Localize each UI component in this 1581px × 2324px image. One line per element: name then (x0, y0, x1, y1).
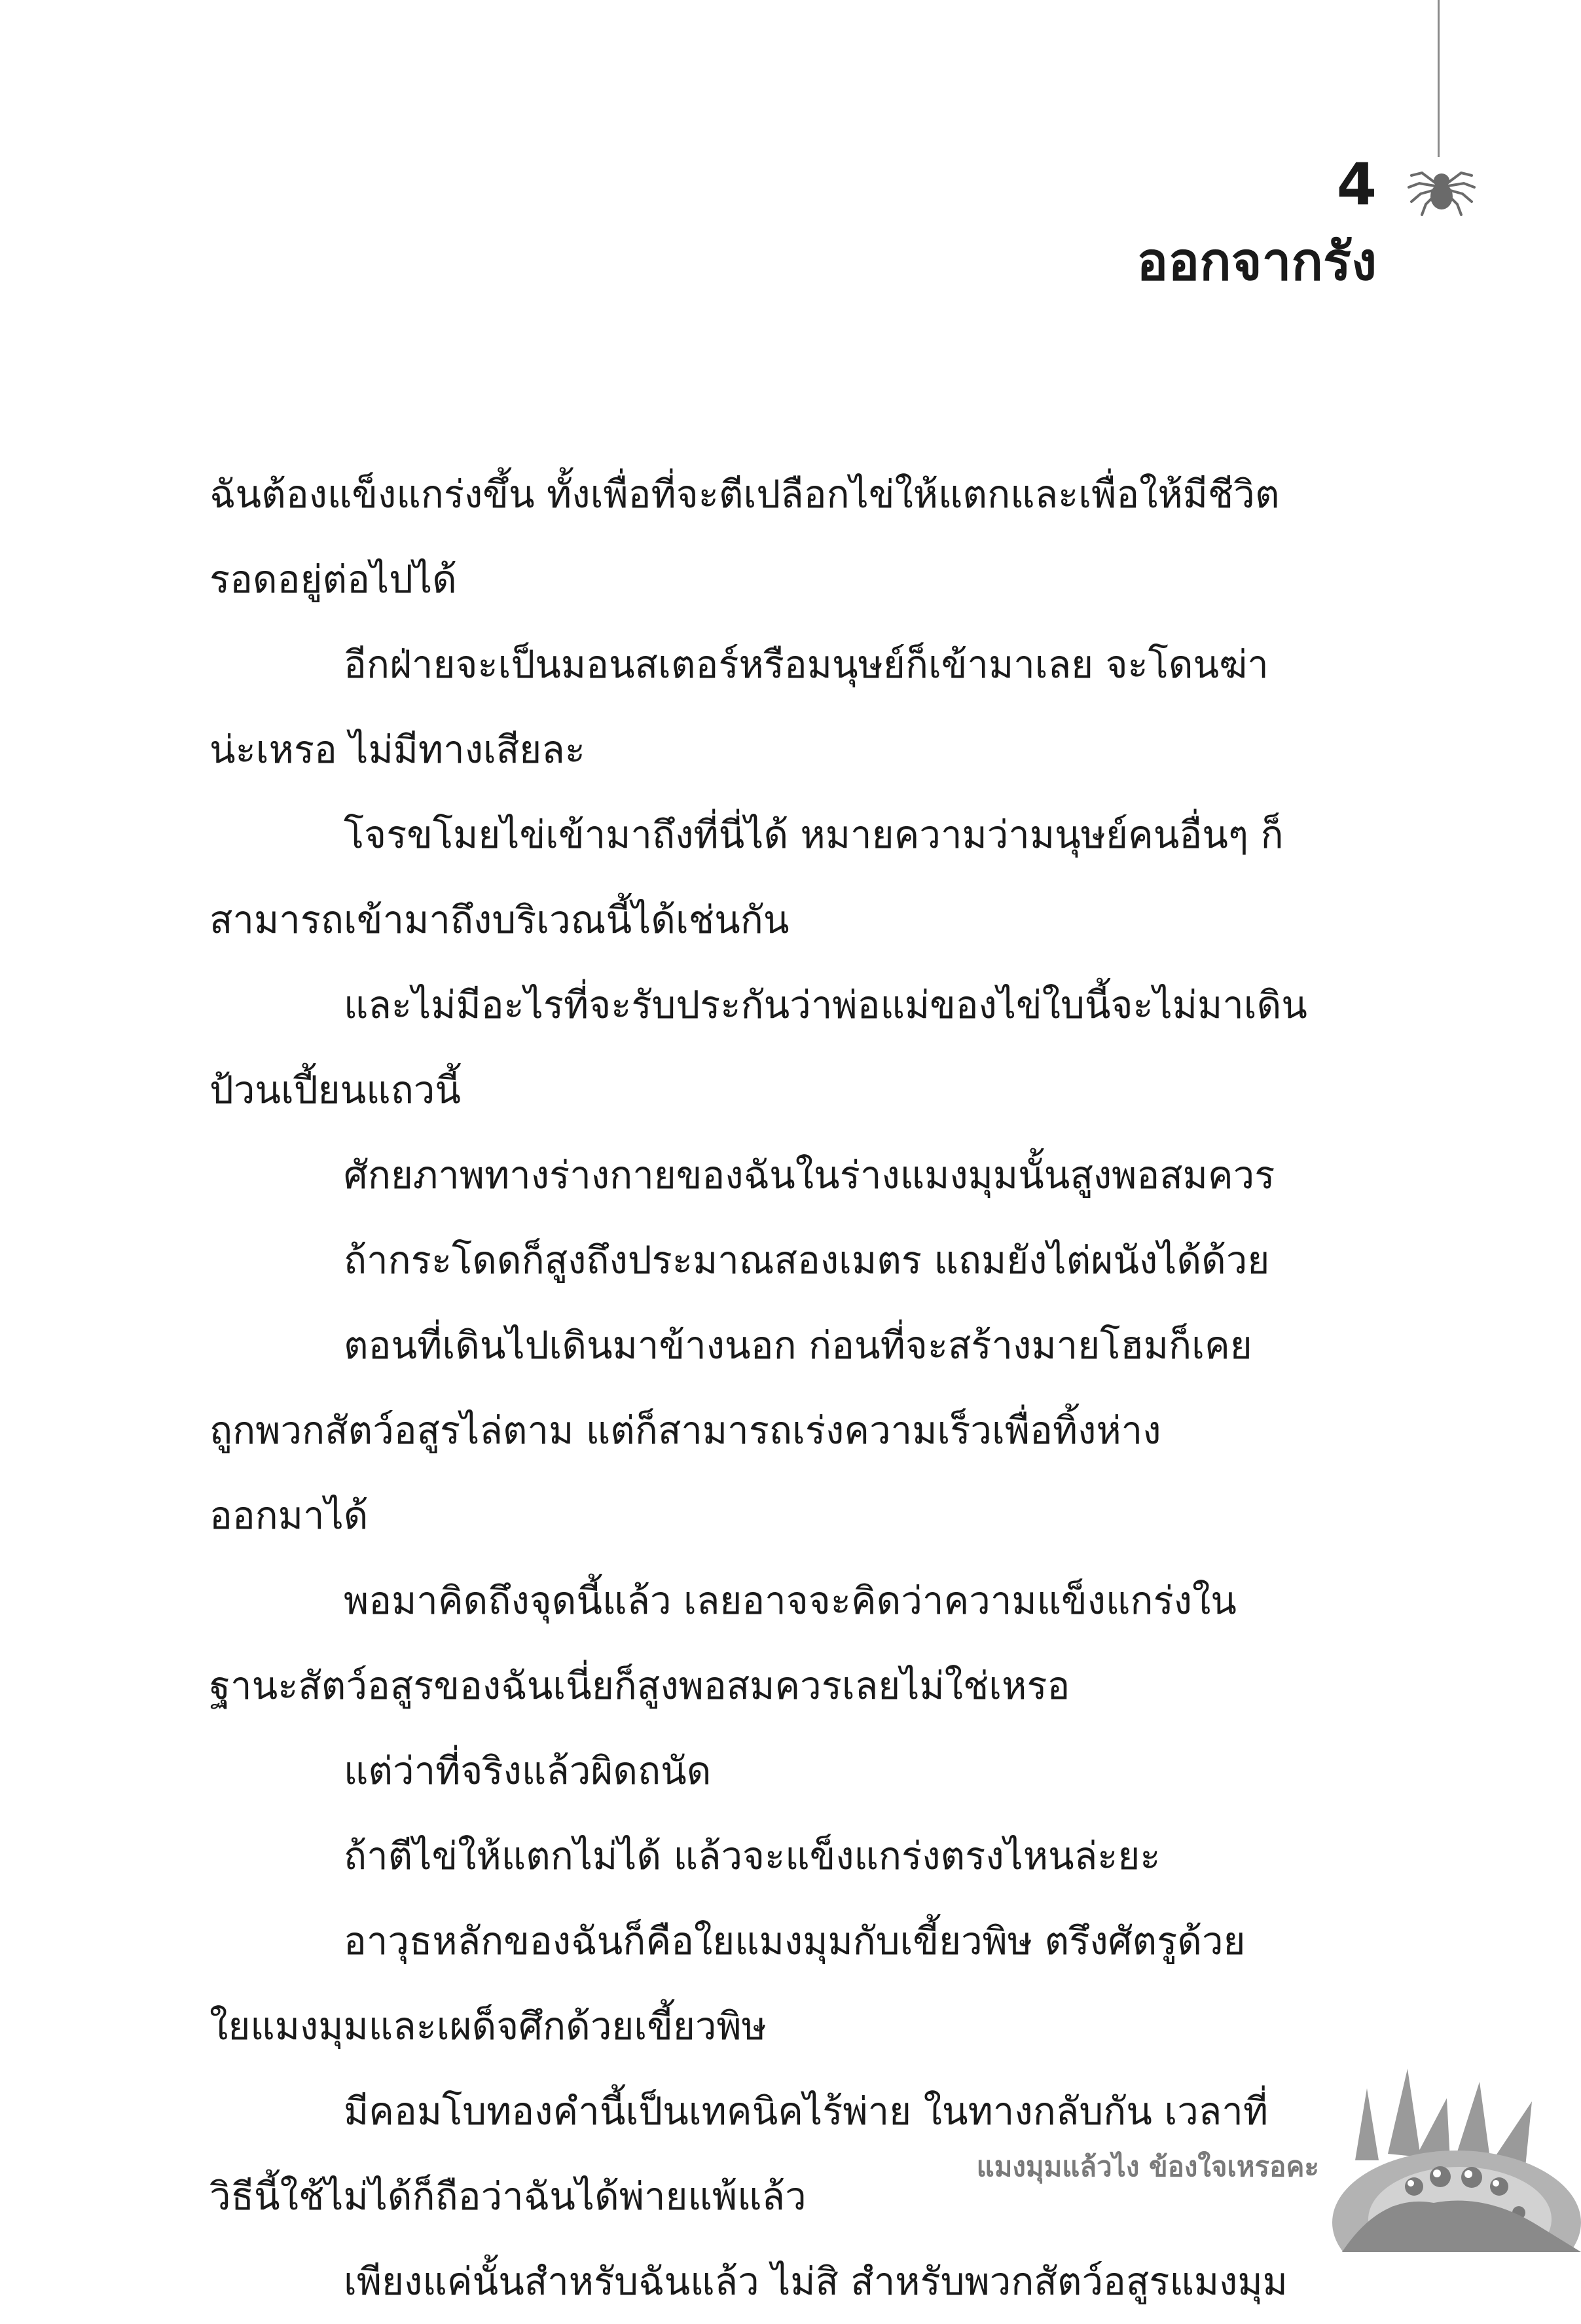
paragraph-line: ถ้ากระโดดก็สูงถึงประมาณสองเมตร แถมยังไต่ผนังได้ด้วย (344, 1238, 1270, 1282)
body-text (209, 452, 1375, 2324)
spider-mascot-illustration (1316, 2062, 1581, 2252)
chapter-number: 4 (1336, 151, 1377, 218)
paragraph-line: และไม่มีอะไรที่จะรับประกันว่าพ่อแม่ของไข่ใบนี้จะไม่มาเดิน (344, 983, 1307, 1027)
paragraph-line: เพียงแค่นั้นสำหรับฉันแล้ว ไม่สิ สำหรับพวกสัตว์อสูรแมงมุม (344, 2259, 1288, 2304)
paragraph-line: แต่ว่าที่จริงแล้วผิดถนัด (344, 1749, 712, 1793)
footer-book-title: แมงมุมแล้วไง ข้องใจเหรอคะ (976, 2151, 1319, 2183)
paragraph-line: อาวุธหลักของฉันก็คือใยแมงมุมกับเขี้ยวพิษ ตรึงศัตรูด้วย (344, 1919, 1246, 1963)
paragraph-line: พอมาคิดถึงจุดนี้แล้ว เลยอาจจะคิดว่าความแข็งแกร่งใน (344, 1578, 1237, 1623)
paragraph-line: ใยแมงมุมและเผด็จศึกด้วยเขี้ยวพิษ (209, 2004, 767, 2048)
paragraph-line: น่ะเหรอ ไม่มีทางเสียละ (209, 727, 585, 772)
paragraph-line: ฉันต้องแข็งแกร่งขึ้น ทั้งเพื่อที่จะตีเปลือกไข่ให้แตกและเพื่อให้มีชีวิต (209, 472, 1280, 517)
paragraph-line: วิธีนี้ใช้ไม่ได้ก็ถือว่าฉันได้พ่ายแพ้แล้ว (209, 2174, 807, 2219)
paragraph-line: ตอนที่เดินไปเดินมาข้างนอก ก่อนที่จะสร้างมายโฮมก็เคย (344, 1323, 1252, 1368)
spider-thread (1438, 0, 1440, 157)
spider-icon (1402, 147, 1481, 225)
paragraph-line: รอดอยู่ต่อไปได้ (209, 557, 457, 602)
paragraph-line: ฐานะสัตว์อสูรของฉันเนี่ยก็สูงพอสมควรเลยไม่ใช่เหรอ (209, 1663, 1070, 1708)
paragraph-line: โจรขโมยไข่เข้ามาถึงที่นี่ได้ หมายความว่ามนุษย์คนอื่นๆ ก็ (344, 812, 1284, 857)
paragraph-line: มีคอมโบทองคำนี้เป็นเทคนิคไร้พ่าย ในทางกลับกัน เวลาที่ (344, 2089, 1269, 2133)
paragraph-line: ถูกพวกสัตว์อสูรไล่ตาม แต่ก็สามารถเร่งความเร็วเพื่อทิ้งห่าง (209, 1408, 1161, 1453)
paragraph-line: ศักยภาพทางร่างกายของฉันในร่างแมงมุมนั้นสูงพอสมควร (344, 1153, 1275, 1197)
paragraph-line: ออกมาได้ (209, 1493, 369, 1538)
paragraph-line: ถ้าตีไข่ให้แตกไม่ได้ แล้วจะแข็งแกร่งตรงไหนล่ะยะ (344, 1834, 1161, 1878)
paragraph-line: สามารถเข้ามาถึงบริเวณนี้ได้เช่นกัน (209, 898, 790, 942)
paragraph-line: ป้วนเปี้ยนแถวนี้ (209, 1068, 462, 1112)
paragraph-line: อีกฝ่ายจะเป็นมอนสเตอร์หรือมนุษย์ก็เข้ามาเลย จะโดนฆ่า (344, 642, 1269, 687)
chapter-title: ออกจากรัง (1136, 231, 1377, 292)
